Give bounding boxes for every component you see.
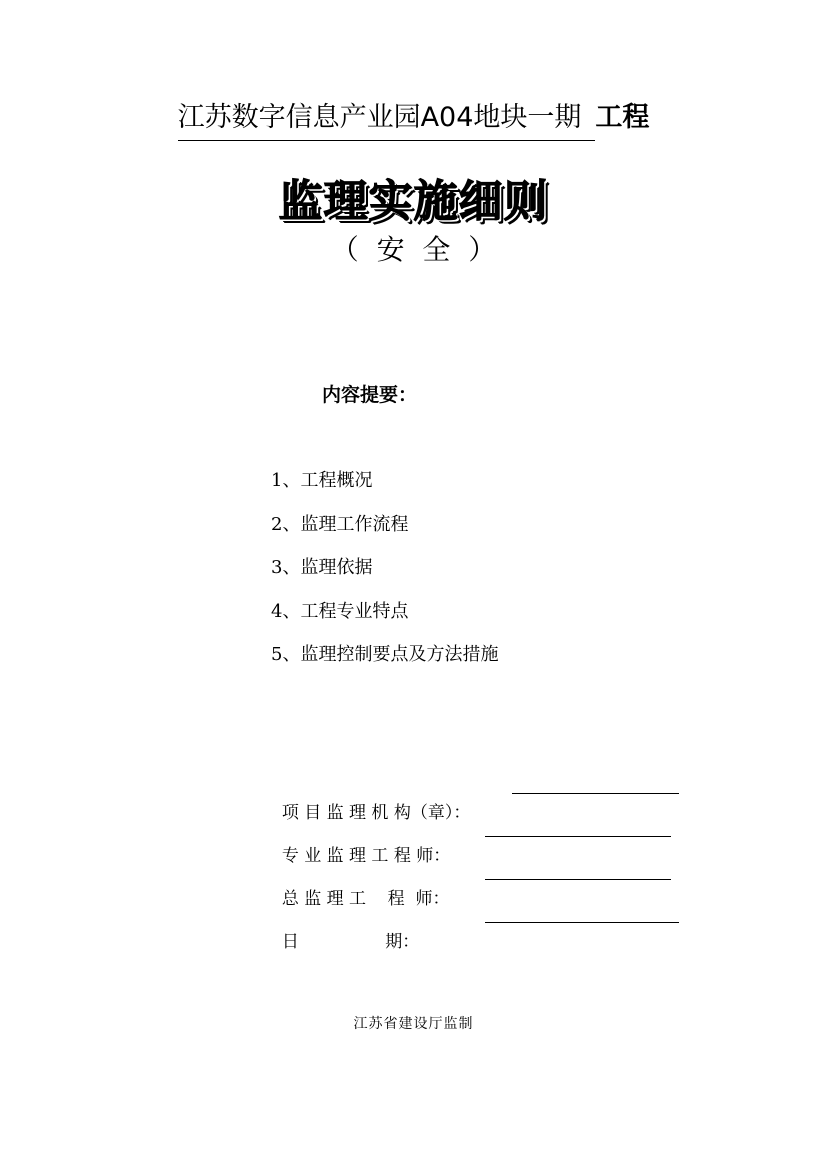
contents-item: 2、监理工作流程 [271, 513, 409, 535]
signature-label: 专 业 监 理 工 程 师： [281, 846, 451, 866]
signature-row-date [271, 900, 420, 952]
signature-line-specialist-engineer[interactable] [485, 836, 671, 837]
project-name: 江苏数字信息产业园A04地块一期 [178, 98, 596, 141]
contents-item: 3、监理依据 [271, 557, 373, 578]
contents-item: 4、工程专业特点 [271, 600, 409, 622]
contents-list [271, 466, 498, 684]
summary-heading: 内容提要： [322, 384, 418, 406]
signature-label: 日 期： [281, 932, 420, 952]
document-heading: 监理实施细则 [278, 176, 549, 227]
signature-line-chief-engineer[interactable] [485, 879, 671, 880]
signature-row-supervision-office [271, 771, 471, 823]
signature-label: 项 目 监 理 机 构（章）： [281, 803, 471, 823]
document-subtitle: （ 安 全 ） [330, 233, 497, 266]
contents-item: 5、监理控制要点及方法措施 [271, 644, 499, 665]
signature-row-specialist-engineer [271, 814, 451, 866]
signature-row-chief-engineer [271, 857, 450, 909]
project-title [0, 98, 827, 141]
issuer-footer: 江苏省建设厅监制 [353, 1016, 474, 1032]
project-suffix: 工程 [595, 102, 650, 133]
signature-label: 总 监 理 工 程 师： [281, 889, 450, 909]
signature-line-date[interactable] [485, 922, 679, 923]
contents-item: 1、工程概况 [271, 470, 373, 491]
signature-line-supervision-office[interactable] [512, 793, 679, 794]
